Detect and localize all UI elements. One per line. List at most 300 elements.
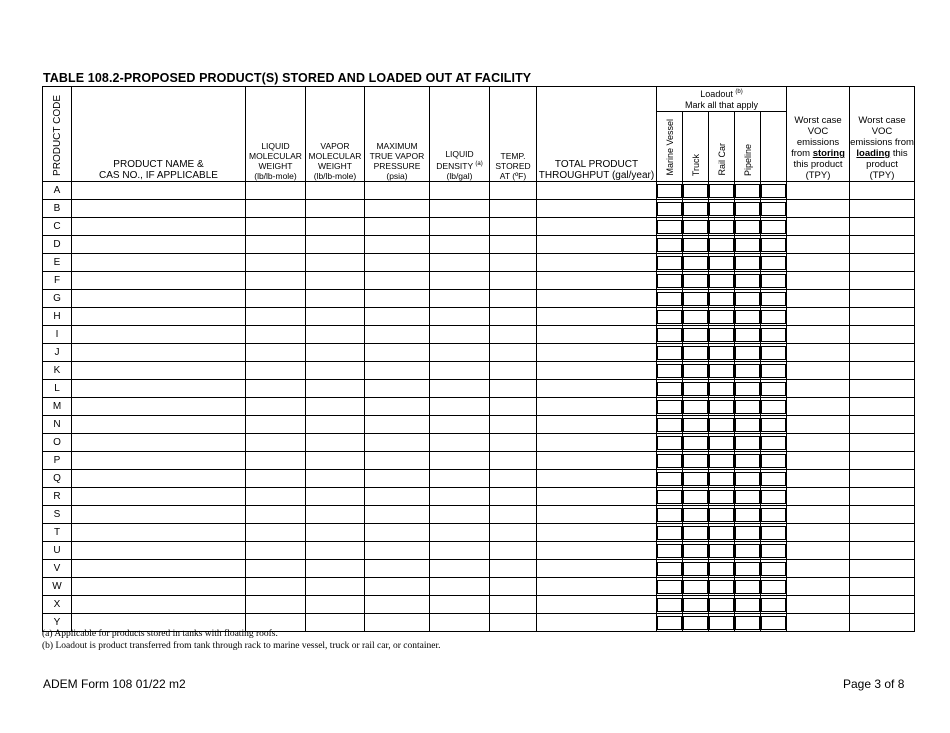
loadout-rail-car-checkbox[interactable] [709, 562, 734, 576]
loadout-pipeline-checkbox[interactable] [735, 544, 760, 558]
loadout-marine-vessel-checkbox[interactable] [657, 472, 682, 486]
worst-case-loading-field[interactable] [850, 200, 915, 218]
loadout-marine-vessel-checkbox[interactable] [657, 454, 682, 468]
liquid-density-field[interactable] [430, 290, 490, 308]
liquid-density-field[interactable] [430, 506, 490, 524]
max-true-vapor-pressure-field[interactable] [365, 290, 430, 308]
product-name-field[interactable] [72, 218, 246, 236]
loadout-marine-vessel-checkbox[interactable] [657, 526, 682, 540]
loadout-marine-vessel-checkbox[interactable] [657, 508, 682, 522]
worst-case-loading-field[interactable] [850, 236, 915, 254]
loadout-rail-car-checkbox[interactable] [709, 454, 734, 468]
total-throughput-field[interactable] [537, 380, 657, 398]
vapor-molecular-weight-field[interactable] [306, 200, 365, 218]
temp-stored-field[interactable] [490, 254, 537, 272]
worst-case-storing-field[interactable] [787, 272, 850, 290]
worst-case-loading-field[interactable] [850, 380, 915, 398]
loadout-pipeline-checkbox[interactable] [735, 598, 760, 612]
loadout-other-checkbox[interactable] [761, 436, 786, 450]
total-throughput-field[interactable] [537, 290, 657, 308]
total-throughput-field[interactable] [537, 578, 657, 596]
product-name-field[interactable] [72, 362, 246, 380]
loadout-other-checkbox[interactable] [761, 328, 786, 342]
loadout-pipeline-checkbox[interactable] [735, 256, 760, 270]
loadout-other-checkbox[interactable] [761, 616, 786, 630]
vapor-molecular-weight-field[interactable] [306, 272, 365, 290]
worst-case-loading-field[interactable] [850, 308, 915, 326]
worst-case-storing-field[interactable] [787, 308, 850, 326]
loadout-pipeline-checkbox[interactable] [735, 526, 760, 540]
total-throughput-field[interactable] [537, 416, 657, 434]
loadout-truck-checkbox[interactable] [683, 418, 708, 432]
loadout-pipeline-checkbox[interactable] [735, 292, 760, 306]
liquid-density-field[interactable] [430, 236, 490, 254]
temp-stored-field[interactable] [490, 614, 537, 632]
worst-case-storing-field[interactable] [787, 560, 850, 578]
product-name-field[interactable] [72, 560, 246, 578]
vapor-molecular-weight-field[interactable] [306, 308, 365, 326]
product-name-field[interactable] [72, 182, 246, 200]
worst-case-loading-field[interactable] [850, 524, 915, 542]
product-name-field[interactable] [72, 452, 246, 470]
loadout-truck-checkbox[interactable] [683, 184, 708, 198]
liquid-density-field[interactable] [430, 470, 490, 488]
loadout-other-checkbox[interactable] [761, 346, 786, 360]
loadout-other-checkbox[interactable] [761, 454, 786, 468]
loadout-pipeline-checkbox[interactable] [735, 238, 760, 252]
total-throughput-field[interactable] [537, 596, 657, 614]
total-throughput-field[interactable] [537, 362, 657, 380]
product-name-field[interactable] [72, 290, 246, 308]
loadout-rail-car-checkbox[interactable] [709, 472, 734, 486]
liquid-density-field[interactable] [430, 524, 490, 542]
temp-stored-field[interactable] [490, 542, 537, 560]
liquid-molecular-weight-field[interactable] [246, 542, 306, 560]
liquid-density-field[interactable] [430, 380, 490, 398]
loadout-other-checkbox[interactable] [761, 184, 786, 198]
product-name-field[interactable] [72, 524, 246, 542]
total-throughput-field[interactable] [537, 614, 657, 632]
loadout-other-checkbox[interactable] [761, 472, 786, 486]
liquid-molecular-weight-field[interactable] [246, 380, 306, 398]
temp-stored-field[interactable] [490, 506, 537, 524]
max-true-vapor-pressure-field[interactable] [365, 308, 430, 326]
loadout-rail-car-checkbox[interactable] [709, 346, 734, 360]
product-name-field[interactable] [72, 506, 246, 524]
liquid-density-field[interactable] [430, 398, 490, 416]
liquid-density-field[interactable] [430, 362, 490, 380]
loadout-rail-car-checkbox[interactable] [709, 220, 734, 234]
loadout-truck-checkbox[interactable] [683, 400, 708, 414]
liquid-density-field[interactable] [430, 434, 490, 452]
liquid-molecular-weight-field[interactable] [246, 218, 306, 236]
loadout-truck-checkbox[interactable] [683, 490, 708, 504]
loadout-rail-car-checkbox[interactable] [709, 598, 734, 612]
worst-case-loading-field[interactable] [850, 416, 915, 434]
loadout-rail-car-checkbox[interactable] [709, 508, 734, 522]
liquid-molecular-weight-field[interactable] [246, 506, 306, 524]
worst-case-storing-field[interactable] [787, 290, 850, 308]
loadout-pipeline-checkbox[interactable] [735, 274, 760, 288]
loadout-other-checkbox[interactable] [761, 544, 786, 558]
product-name-field[interactable] [72, 308, 246, 326]
loadout-other-checkbox[interactable] [761, 418, 786, 432]
vapor-molecular-weight-field[interactable] [306, 506, 365, 524]
loadout-other-checkbox[interactable] [761, 400, 786, 414]
total-throughput-field[interactable] [537, 434, 657, 452]
loadout-rail-car-checkbox[interactable] [709, 382, 734, 396]
loadout-marine-vessel-checkbox[interactable] [657, 346, 682, 360]
temp-stored-field[interactable] [490, 236, 537, 254]
product-name-field[interactable] [72, 236, 246, 254]
loadout-rail-car-checkbox[interactable] [709, 436, 734, 450]
vapor-molecular-weight-field[interactable] [306, 254, 365, 272]
temp-stored-field[interactable] [490, 416, 537, 434]
product-name-field[interactable] [72, 470, 246, 488]
loadout-truck-checkbox[interactable] [683, 220, 708, 234]
liquid-molecular-weight-field[interactable] [246, 200, 306, 218]
loadout-other-checkbox[interactable] [761, 202, 786, 216]
max-true-vapor-pressure-field[interactable] [365, 434, 430, 452]
worst-case-storing-field[interactable] [787, 182, 850, 200]
worst-case-loading-field[interactable] [850, 452, 915, 470]
liquid-density-field[interactable] [430, 272, 490, 290]
temp-stored-field[interactable] [490, 182, 537, 200]
temp-stored-field[interactable] [490, 308, 537, 326]
liquid-molecular-weight-field[interactable] [246, 452, 306, 470]
worst-case-storing-field[interactable] [787, 200, 850, 218]
loadout-pipeline-checkbox[interactable] [735, 490, 760, 504]
loadout-marine-vessel-checkbox[interactable] [657, 328, 682, 342]
worst-case-storing-field[interactable] [787, 326, 850, 344]
total-throughput-field[interactable] [537, 452, 657, 470]
liquid-molecular-weight-field[interactable] [246, 416, 306, 434]
liquid-density-field[interactable] [430, 578, 490, 596]
liquid-molecular-weight-field[interactable] [246, 488, 306, 506]
product-name-field[interactable] [72, 200, 246, 218]
worst-case-storing-field[interactable] [787, 596, 850, 614]
loadout-marine-vessel-checkbox[interactable] [657, 220, 682, 234]
loadout-marine-vessel-checkbox[interactable] [657, 256, 682, 270]
loadout-pipeline-checkbox[interactable] [735, 202, 760, 216]
vapor-molecular-weight-field[interactable] [306, 470, 365, 488]
loadout-rail-car-checkbox[interactable] [709, 526, 734, 540]
worst-case-storing-field[interactable] [787, 236, 850, 254]
total-throughput-field[interactable] [537, 272, 657, 290]
loadout-pipeline-checkbox[interactable] [735, 562, 760, 576]
temp-stored-field[interactable] [490, 326, 537, 344]
worst-case-storing-field[interactable] [787, 380, 850, 398]
liquid-density-field[interactable] [430, 218, 490, 236]
loadout-truck-checkbox[interactable] [683, 364, 708, 378]
loadout-marine-vessel-checkbox[interactable] [657, 490, 682, 504]
loadout-truck-checkbox[interactable] [683, 454, 708, 468]
worst-case-loading-field[interactable] [850, 434, 915, 452]
liquid-molecular-weight-field[interactable] [246, 236, 306, 254]
loadout-pipeline-checkbox[interactable] [735, 328, 760, 342]
product-name-field[interactable] [72, 542, 246, 560]
loadout-pipeline-checkbox[interactable] [735, 472, 760, 486]
total-throughput-field[interactable] [537, 344, 657, 362]
total-throughput-field[interactable] [537, 506, 657, 524]
loadout-truck-checkbox[interactable] [683, 310, 708, 324]
loadout-rail-car-checkbox[interactable] [709, 580, 734, 594]
total-throughput-field[interactable] [537, 308, 657, 326]
worst-case-storing-field[interactable] [787, 470, 850, 488]
product-name-field[interactable] [72, 380, 246, 398]
loadout-other-checkbox[interactable] [761, 382, 786, 396]
max-true-vapor-pressure-field[interactable] [365, 470, 430, 488]
max-true-vapor-pressure-field[interactable] [365, 560, 430, 578]
loadout-rail-car-checkbox[interactable] [709, 400, 734, 414]
max-true-vapor-pressure-field[interactable] [365, 488, 430, 506]
loadout-rail-car-checkbox[interactable] [709, 616, 734, 630]
worst-case-storing-field[interactable] [787, 362, 850, 380]
worst-case-storing-field[interactable] [787, 506, 850, 524]
temp-stored-field[interactable] [490, 362, 537, 380]
temp-stored-field[interactable] [490, 470, 537, 488]
loadout-truck-checkbox[interactable] [683, 580, 708, 594]
max-true-vapor-pressure-field[interactable] [365, 254, 430, 272]
worst-case-storing-field[interactable] [787, 578, 850, 596]
loadout-marine-vessel-checkbox[interactable] [657, 382, 682, 396]
liquid-molecular-weight-field[interactable] [246, 362, 306, 380]
product-name-field[interactable] [72, 398, 246, 416]
liquid-density-field[interactable] [430, 488, 490, 506]
loadout-rail-car-checkbox[interactable] [709, 202, 734, 216]
max-true-vapor-pressure-field[interactable] [365, 380, 430, 398]
temp-stored-field[interactable] [490, 488, 537, 506]
liquid-molecular-weight-field[interactable] [246, 578, 306, 596]
liquid-density-field[interactable] [430, 542, 490, 560]
liquid-density-field[interactable] [430, 200, 490, 218]
loadout-truck-checkbox[interactable] [683, 238, 708, 252]
worst-case-storing-field[interactable] [787, 398, 850, 416]
worst-case-loading-field[interactable] [850, 344, 915, 362]
loadout-truck-checkbox[interactable] [683, 526, 708, 540]
loadout-pipeline-checkbox[interactable] [735, 310, 760, 324]
loadout-pipeline-checkbox[interactable] [735, 616, 760, 630]
loadout-other-checkbox[interactable] [761, 310, 786, 324]
liquid-molecular-weight-field[interactable] [246, 254, 306, 272]
loadout-marine-vessel-checkbox[interactable] [657, 184, 682, 198]
worst-case-loading-field[interactable] [850, 326, 915, 344]
product-name-field[interactable] [72, 578, 246, 596]
worst-case-storing-field[interactable] [787, 254, 850, 272]
loadout-rail-car-checkbox[interactable] [709, 490, 734, 504]
loadout-other-checkbox[interactable] [761, 238, 786, 252]
temp-stored-field[interactable] [490, 578, 537, 596]
loadout-rail-car-checkbox[interactable] [709, 544, 734, 558]
liquid-density-field[interactable] [430, 182, 490, 200]
temp-stored-field[interactable] [490, 596, 537, 614]
loadout-rail-car-checkbox[interactable] [709, 328, 734, 342]
worst-case-loading-field[interactable] [850, 362, 915, 380]
loadout-pipeline-checkbox[interactable] [735, 418, 760, 432]
max-true-vapor-pressure-field[interactable] [365, 236, 430, 254]
liquid-density-field[interactable] [430, 308, 490, 326]
vapor-molecular-weight-field[interactable] [306, 434, 365, 452]
loadout-pipeline-checkbox[interactable] [735, 346, 760, 360]
loadout-truck-checkbox[interactable] [683, 544, 708, 558]
worst-case-loading-field[interactable] [850, 182, 915, 200]
loadout-marine-vessel-checkbox[interactable] [657, 562, 682, 576]
worst-case-storing-field[interactable] [787, 452, 850, 470]
vapor-molecular-weight-field[interactable] [306, 452, 365, 470]
vapor-molecular-weight-field[interactable] [306, 236, 365, 254]
worst-case-loading-field[interactable] [850, 272, 915, 290]
vapor-molecular-weight-field[interactable] [306, 380, 365, 398]
vapor-molecular-weight-field[interactable] [306, 524, 365, 542]
loadout-truck-checkbox[interactable] [683, 346, 708, 360]
loadout-truck-checkbox[interactable] [683, 436, 708, 450]
liquid-density-field[interactable] [430, 416, 490, 434]
loadout-rail-car-checkbox[interactable] [709, 292, 734, 306]
loadout-rail-car-checkbox[interactable] [709, 364, 734, 378]
liquid-density-field[interactable] [430, 344, 490, 362]
vapor-molecular-weight-field[interactable] [306, 362, 365, 380]
worst-case-loading-field[interactable] [850, 398, 915, 416]
temp-stored-field[interactable] [490, 218, 537, 236]
vapor-molecular-weight-field[interactable] [306, 488, 365, 506]
product-name-field[interactable] [72, 344, 246, 362]
loadout-other-checkbox[interactable] [761, 598, 786, 612]
vapor-molecular-weight-field[interactable] [306, 182, 365, 200]
max-true-vapor-pressure-field[interactable] [365, 542, 430, 560]
loadout-rail-car-checkbox[interactable] [709, 256, 734, 270]
loadout-marine-vessel-checkbox[interactable] [657, 274, 682, 288]
max-true-vapor-pressure-field[interactable] [365, 398, 430, 416]
product-name-field[interactable] [72, 596, 246, 614]
total-throughput-field[interactable] [537, 542, 657, 560]
max-true-vapor-pressure-field[interactable] [365, 524, 430, 542]
loadout-marine-vessel-checkbox[interactable] [657, 598, 682, 612]
worst-case-storing-field[interactable] [787, 542, 850, 560]
liquid-density-field[interactable] [430, 254, 490, 272]
temp-stored-field[interactable] [490, 434, 537, 452]
worst-case-loading-field[interactable] [850, 290, 915, 308]
loadout-truck-checkbox[interactable] [683, 472, 708, 486]
loadout-pipeline-checkbox[interactable] [735, 400, 760, 414]
worst-case-loading-field[interactable] [850, 596, 915, 614]
total-throughput-field[interactable] [537, 326, 657, 344]
product-name-field[interactable] [72, 272, 246, 290]
loadout-truck-checkbox[interactable] [683, 508, 708, 522]
product-name-field[interactable] [72, 416, 246, 434]
loadout-other-checkbox[interactable] [761, 580, 786, 594]
temp-stored-field[interactable] [490, 290, 537, 308]
liquid-density-field[interactable] [430, 596, 490, 614]
liquid-density-field[interactable] [430, 560, 490, 578]
loadout-marine-vessel-checkbox[interactable] [657, 544, 682, 558]
loadout-truck-checkbox[interactable] [683, 256, 708, 270]
vapor-molecular-weight-field[interactable] [306, 542, 365, 560]
vapor-molecular-weight-field[interactable] [306, 578, 365, 596]
vapor-molecular-weight-field[interactable] [306, 596, 365, 614]
loadout-pipeline-checkbox[interactable] [735, 454, 760, 468]
worst-case-loading-field[interactable] [850, 614, 915, 632]
loadout-other-checkbox[interactable] [761, 364, 786, 378]
liquid-molecular-weight-field[interactable] [246, 182, 306, 200]
worst-case-storing-field[interactable] [787, 524, 850, 542]
loadout-other-checkbox[interactable] [761, 508, 786, 522]
worst-case-loading-field[interactable] [850, 254, 915, 272]
worst-case-loading-field[interactable] [850, 506, 915, 524]
loadout-other-checkbox[interactable] [761, 274, 786, 288]
max-true-vapor-pressure-field[interactable] [365, 218, 430, 236]
total-throughput-field[interactable] [537, 236, 657, 254]
temp-stored-field[interactable] [490, 200, 537, 218]
max-true-vapor-pressure-field[interactable] [365, 182, 430, 200]
max-true-vapor-pressure-field[interactable] [365, 200, 430, 218]
worst-case-loading-field[interactable] [850, 578, 915, 596]
vapor-molecular-weight-field[interactable] [306, 290, 365, 308]
liquid-molecular-weight-field[interactable] [246, 272, 306, 290]
worst-case-loading-field[interactable] [850, 488, 915, 506]
vapor-molecular-weight-field[interactable] [306, 560, 365, 578]
loadout-rail-car-checkbox[interactable] [709, 238, 734, 252]
vapor-molecular-weight-field[interactable] [306, 398, 365, 416]
loadout-marine-vessel-checkbox[interactable] [657, 400, 682, 414]
total-throughput-field[interactable] [537, 398, 657, 416]
worst-case-storing-field[interactable] [787, 344, 850, 362]
loadout-truck-checkbox[interactable] [683, 616, 708, 630]
liquid-density-field[interactable] [430, 452, 490, 470]
loadout-rail-car-checkbox[interactable] [709, 310, 734, 324]
total-throughput-field[interactable] [537, 200, 657, 218]
vapor-molecular-weight-field[interactable] [306, 326, 365, 344]
liquid-molecular-weight-field[interactable] [246, 308, 306, 326]
total-throughput-field[interactable] [537, 218, 657, 236]
worst-case-storing-field[interactable] [787, 434, 850, 452]
max-true-vapor-pressure-field[interactable] [365, 272, 430, 290]
loadout-rail-car-checkbox[interactable] [709, 418, 734, 432]
liquid-molecular-weight-field[interactable] [246, 524, 306, 542]
loadout-marine-vessel-checkbox[interactable] [657, 580, 682, 594]
total-throughput-field[interactable] [537, 254, 657, 272]
liquid-molecular-weight-field[interactable] [246, 344, 306, 362]
max-true-vapor-pressure-field[interactable] [365, 506, 430, 524]
temp-stored-field[interactable] [490, 452, 537, 470]
max-true-vapor-pressure-field[interactable] [365, 416, 430, 434]
loadout-other-checkbox[interactable] [761, 292, 786, 306]
temp-stored-field[interactable] [490, 524, 537, 542]
loadout-other-checkbox[interactable] [761, 220, 786, 234]
max-true-vapor-pressure-field[interactable] [365, 596, 430, 614]
temp-stored-field[interactable] [490, 398, 537, 416]
loadout-marine-vessel-checkbox[interactable] [657, 364, 682, 378]
max-true-vapor-pressure-field[interactable] [365, 578, 430, 596]
total-throughput-field[interactable] [537, 182, 657, 200]
liquid-density-field[interactable] [430, 326, 490, 344]
loadout-other-checkbox[interactable] [761, 490, 786, 504]
loadout-rail-car-checkbox[interactable] [709, 184, 734, 198]
total-throughput-field[interactable] [537, 488, 657, 506]
loadout-marine-vessel-checkbox[interactable] [657, 238, 682, 252]
loadout-pipeline-checkbox[interactable] [735, 436, 760, 450]
loadout-truck-checkbox[interactable] [683, 202, 708, 216]
total-throughput-field[interactable] [537, 560, 657, 578]
total-throughput-field[interactable] [537, 524, 657, 542]
product-name-field[interactable] [72, 326, 246, 344]
loadout-truck-checkbox[interactable] [683, 562, 708, 576]
loadout-marine-vessel-checkbox[interactable] [657, 310, 682, 324]
vapor-molecular-weight-field[interactable] [306, 218, 365, 236]
loadout-other-checkbox[interactable] [761, 256, 786, 270]
loadout-truck-checkbox[interactable] [683, 292, 708, 306]
worst-case-storing-field[interactable] [787, 218, 850, 236]
product-name-field[interactable] [72, 488, 246, 506]
